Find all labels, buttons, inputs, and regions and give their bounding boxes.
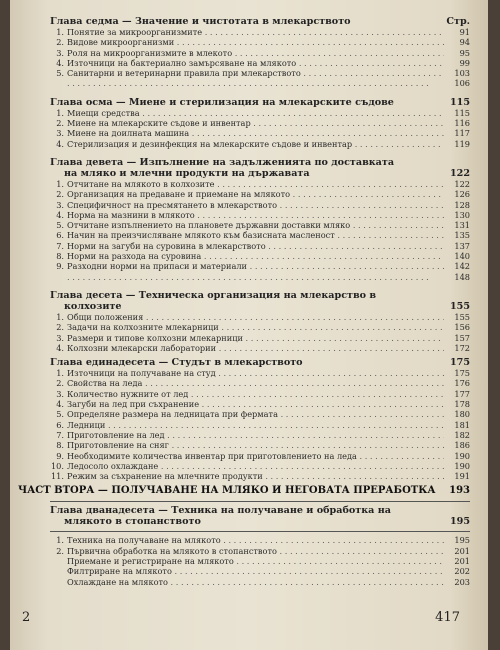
entry-title: Режим за съхранение на млечните продукти . . . <box>67 471 444 481</box>
entry-title: Роля на микроорганизмите в млекото . . . <box>67 48 444 58</box>
divider <box>50 531 470 532</box>
entry-title: Приемане и регистриране на млякото . . . <box>67 556 444 566</box>
toc-entry <box>50 27 470 37</box>
toc-entry <box>50 128 470 138</box>
entry-title: Определяне размера на ледницата при фермата . . . <box>67 409 444 419</box>
toc-entry <box>50 220 470 230</box>
entry-page: 156 <box>454 322 470 333</box>
entry-title: Общи положения . . . <box>67 312 444 322</box>
entry-title: Охлаждане на млякото . . . <box>67 577 444 587</box>
page-number: 417 <box>435 610 460 625</box>
chapter-12-heading <box>50 505 470 527</box>
toc-entry <box>50 566 470 576</box>
entry-number: 4. <box>56 57 64 68</box>
chapter-9-heading <box>50 157 470 179</box>
entry-number: 4. <box>56 342 64 353</box>
entry-title: Ледници . . . <box>67 420 444 430</box>
entry-title <box>67 272 444 282</box>
entry-title: Ледосоло охлаждане . . . <box>67 461 444 471</box>
entry-number <box>50 78 67 88</box>
chapter-10-heading <box>50 290 470 312</box>
entry-title: Необходимите количества инвентар при приготовлението на леда . . . <box>67 451 444 461</box>
entry-title <box>67 78 444 88</box>
entry-number: 3. <box>56 128 64 139</box>
chapter-8-heading <box>50 97 470 108</box>
entry-page: 122 <box>454 178 470 189</box>
toc-entry <box>50 440 470 450</box>
entry-number: 1. <box>56 27 64 37</box>
entry-page: 135 <box>454 230 470 241</box>
toc-entry <box>50 451 470 461</box>
toc-entry <box>50 230 470 240</box>
entry-page: 131 <box>454 220 470 231</box>
entry-page: 178 <box>454 399 470 410</box>
toc-entry <box>50 378 470 388</box>
footer-left-mark: 2 <box>22 610 31 625</box>
entry-number <box>50 577 67 587</box>
entry-number: 8. <box>56 251 64 262</box>
entry-number: 9. <box>56 450 64 461</box>
chapter-12-title-line-1: Глава дванадесета — Техника на получаване и обработка на <box>50 505 391 517</box>
toc-entry <box>50 471 470 481</box>
entry-page: 182 <box>454 429 470 440</box>
toc-entry <box>50 48 470 58</box>
entry-number: 2. <box>56 322 64 333</box>
part-two-title: ЧАСТ ВТОРА — ПОЛУЧАВАНЕ НА МЛЯКО И НЕГОВАТА ПРЕРАБОТКА <box>18 485 436 497</box>
entry-number: 8. <box>56 440 64 451</box>
entry-title: Приготовление на лед . . . <box>67 430 444 440</box>
entry-page: 106 <box>454 78 470 89</box>
chapter-11-heading <box>50 357 470 368</box>
toc-entry <box>50 189 470 199</box>
toc-entry <box>50 577 470 587</box>
toc-entry <box>50 210 470 220</box>
entry-number: 1. <box>56 178 64 189</box>
entry-number: 1. <box>56 368 64 379</box>
entry-number: 5. <box>56 68 64 79</box>
entry-title: Норма на мазнини в млякото . . . <box>67 210 444 220</box>
toc-entry <box>50 179 470 189</box>
entry-title: Източници на получаване на студ . . . <box>67 368 444 378</box>
chapter-11-title: Глава единадесета — Студът в млекарството <box>50 357 303 369</box>
entry-title: Начин на преизчисляване млякото към базисната масленост . . . <box>67 230 444 240</box>
entry-number: 1. <box>56 535 64 546</box>
chapter-11-entries <box>50 368 470 481</box>
entry-title: Свойства на леда . . . <box>67 378 444 388</box>
entry-page: 115 <box>454 107 470 118</box>
entry-title: Филтриране на млякото . . . <box>67 566 444 576</box>
entry-number: 5. <box>56 220 64 231</box>
entry-number: 3. <box>56 199 64 210</box>
entry-page: 176 <box>454 378 470 389</box>
toc-entry <box>50 251 470 261</box>
chapter-9-page: 122 <box>449 167 470 179</box>
entry-page: 155 <box>454 311 470 322</box>
chapter-10-page: 155 <box>449 300 470 312</box>
page-column-header: Стр. <box>446 16 470 27</box>
entry-title: Специфичност на пресмятането в млекарството . . . <box>67 200 444 210</box>
chapter-8-entries <box>50 108 470 149</box>
toc-entry <box>50 78 470 88</box>
entry-title: Приготовление на сняг . . . <box>67 440 444 450</box>
chapter-9-title-line-2: на мляко и млечни продукти на държавата <box>64 167 310 179</box>
entry-page: 128 <box>454 199 470 210</box>
entry-number: 7. <box>56 429 64 440</box>
entry-title: Норми на разхода на суровина . . . <box>67 251 444 261</box>
entry-number: 2. <box>56 378 64 389</box>
entry-title: Миене на млекарските съдове и инвентар . . . <box>67 118 444 128</box>
book-page <box>10 0 488 650</box>
entry-number: 3. <box>56 332 64 343</box>
entry-number: 2. <box>56 118 64 129</box>
entry-page: 116 <box>454 118 470 129</box>
toc-entry <box>50 108 470 118</box>
entry-title: Разходни норми на припаси и материали . . . <box>67 261 444 271</box>
divider <box>50 501 470 502</box>
chapter-9-entries <box>50 179 470 282</box>
toc-entry <box>50 68 470 78</box>
chapter-8-title: Глава осма — Миене и стерилизация на млекарските съдове <box>50 96 394 108</box>
toc-entry <box>50 118 470 128</box>
entry-page: 186 <box>454 440 470 451</box>
entry-page: 140 <box>454 251 470 262</box>
entry-title: Задачи на колхозните млекарници . . . <box>67 322 444 332</box>
entry-title: Организация на предаване и приемане на млякото . . . <box>67 189 444 199</box>
entry-page: 103 <box>454 68 470 79</box>
entry-title: Размери и типове колхозни млекарници . . . <box>67 333 444 343</box>
entry-title: Санитарни и ветеринарни правила при млекарството . . . <box>67 68 444 78</box>
entry-title: Отчитане на млякото в колхозите . . . <box>67 179 444 189</box>
entry-page: 180 <box>454 409 470 420</box>
entry-number: 6. <box>56 230 64 241</box>
chapter-9-title-line-1: Глава девета — Изпълнение на задълженията по доставката <box>50 156 395 168</box>
chapter-12-title-line-2: млякото в стопанството <box>64 516 201 528</box>
entry-number: 1. <box>56 311 64 322</box>
toc-entry <box>50 409 470 419</box>
toc-entry <box>50 261 470 271</box>
part-two-page: 193 <box>449 485 470 497</box>
entry-page: 181 <box>454 419 470 430</box>
entry-number: 11. <box>50 471 64 482</box>
entry-number: 9. <box>56 261 64 272</box>
entry-title: Стерилизация и дезинфекция на млекарските съдове и инвентар . . . <box>67 139 444 149</box>
entry-number: 2. <box>56 189 64 200</box>
entry-page: 203 <box>454 576 470 587</box>
toc-entry <box>50 37 470 47</box>
chapter-8-page: 115 <box>449 96 470 108</box>
entry-page: 177 <box>454 388 470 399</box>
entry-page: 142 <box>454 261 470 272</box>
chapter-7-entries <box>50 27 470 89</box>
entry-page: 191 <box>454 471 470 482</box>
entry-page: 117 <box>454 128 470 139</box>
entry-title: Миене на доилната машина . . . <box>67 128 444 138</box>
entry-number: 4. <box>56 209 64 220</box>
entry-page: 172 <box>454 342 470 353</box>
toc-entry <box>50 343 470 353</box>
entry-number: 4. <box>56 399 64 410</box>
toc-entry <box>50 333 470 343</box>
toc-entry <box>50 322 470 332</box>
toc-entry <box>50 139 470 149</box>
entry-page: 137 <box>454 240 470 251</box>
chapter-7-title: Глава седма — Значение и чистотата в млекарството <box>50 16 351 27</box>
toc-entry <box>50 389 470 399</box>
toc-entry <box>50 556 470 566</box>
chapter-12-page: 195 <box>449 516 470 528</box>
entry-page: 94 <box>459 37 470 48</box>
entry-number: 7. <box>56 240 64 251</box>
entry-page: 190 <box>454 460 470 471</box>
toc-entry <box>50 272 470 282</box>
entry-page: 195 <box>454 535 470 546</box>
entry-number <box>50 272 67 282</box>
entry-number: 6. <box>56 419 64 430</box>
toc-entry <box>50 241 470 251</box>
toc-entry <box>50 200 470 210</box>
chapter-11-page: 175 <box>449 357 470 369</box>
toc-entry <box>50 430 470 440</box>
chapter-10-title-line-1: Глава десета — Техническа организация на млекарство в <box>50 289 377 301</box>
entry-page: 126 <box>454 189 470 200</box>
entry-page: 91 <box>459 27 470 37</box>
table-of-contents <box>18 16 470 587</box>
entry-number: 1. <box>56 107 64 118</box>
part-two-heading <box>18 485 470 497</box>
entry-number: 3. <box>56 47 64 58</box>
toc-entry <box>50 368 470 378</box>
entry-title: Количество нужните от лед . . . <box>67 389 444 399</box>
chapter-12-entries <box>50 535 470 586</box>
toc-entry <box>50 58 470 68</box>
entry-title: Колхозни млекарски лаборатории . . . <box>67 343 444 353</box>
entry-page: 175 <box>454 368 470 379</box>
toc-entry <box>50 399 470 409</box>
entry-page: 130 <box>454 209 470 220</box>
entry-title: Техника на получаване на млякото . . . <box>67 535 444 545</box>
toc-entry <box>50 461 470 471</box>
entry-number: 3. <box>56 388 64 399</box>
entry-page: 201 <box>454 545 470 556</box>
entry-page: 95 <box>459 47 470 58</box>
entry-number: 4. <box>56 138 64 149</box>
entry-title: Понятие за микроорганизмите . . . <box>67 27 444 37</box>
entry-number <box>50 556 67 566</box>
toc-entry <box>50 546 470 556</box>
entry-title: Миещи средства . . . <box>67 108 444 118</box>
entry-title: Видове микроорганизми . . . <box>67 37 444 47</box>
entry-page: 99 <box>459 57 470 68</box>
chapter-7-heading <box>50 16 470 27</box>
entry-page: 190 <box>454 450 470 461</box>
entry-number: 2. <box>56 545 64 556</box>
toc-entry <box>50 312 470 322</box>
entry-page: 201 <box>454 555 470 566</box>
chapter-10-entries <box>50 312 470 353</box>
entry-number: 2. <box>56 37 64 48</box>
entry-title: Отчитане изпълнението на плановете държавни доставки мляко . . . <box>67 220 444 230</box>
entry-page: 119 <box>454 138 470 149</box>
entry-page: 148 <box>454 271 470 282</box>
toc-entry <box>50 535 470 545</box>
entry-page: 157 <box>454 332 470 343</box>
entry-title: Първична обработка на млякото в стопанството . . . <box>67 546 444 556</box>
entry-number: 5. <box>56 409 64 420</box>
entry-title: Загуби на лед при съхранение . . . <box>67 399 444 409</box>
chapter-10-title-line-2: колхозите <box>64 300 122 312</box>
entry-number <box>50 566 67 576</box>
entry-page: 202 <box>454 566 470 577</box>
entry-title: Норми на загуби на суровина в млекарството . . . <box>67 241 444 251</box>
entry-title: Източници на бактериално замърсяване на млякото . . . <box>67 58 444 68</box>
toc-entry <box>50 420 470 430</box>
entry-number: 10. <box>50 460 64 471</box>
